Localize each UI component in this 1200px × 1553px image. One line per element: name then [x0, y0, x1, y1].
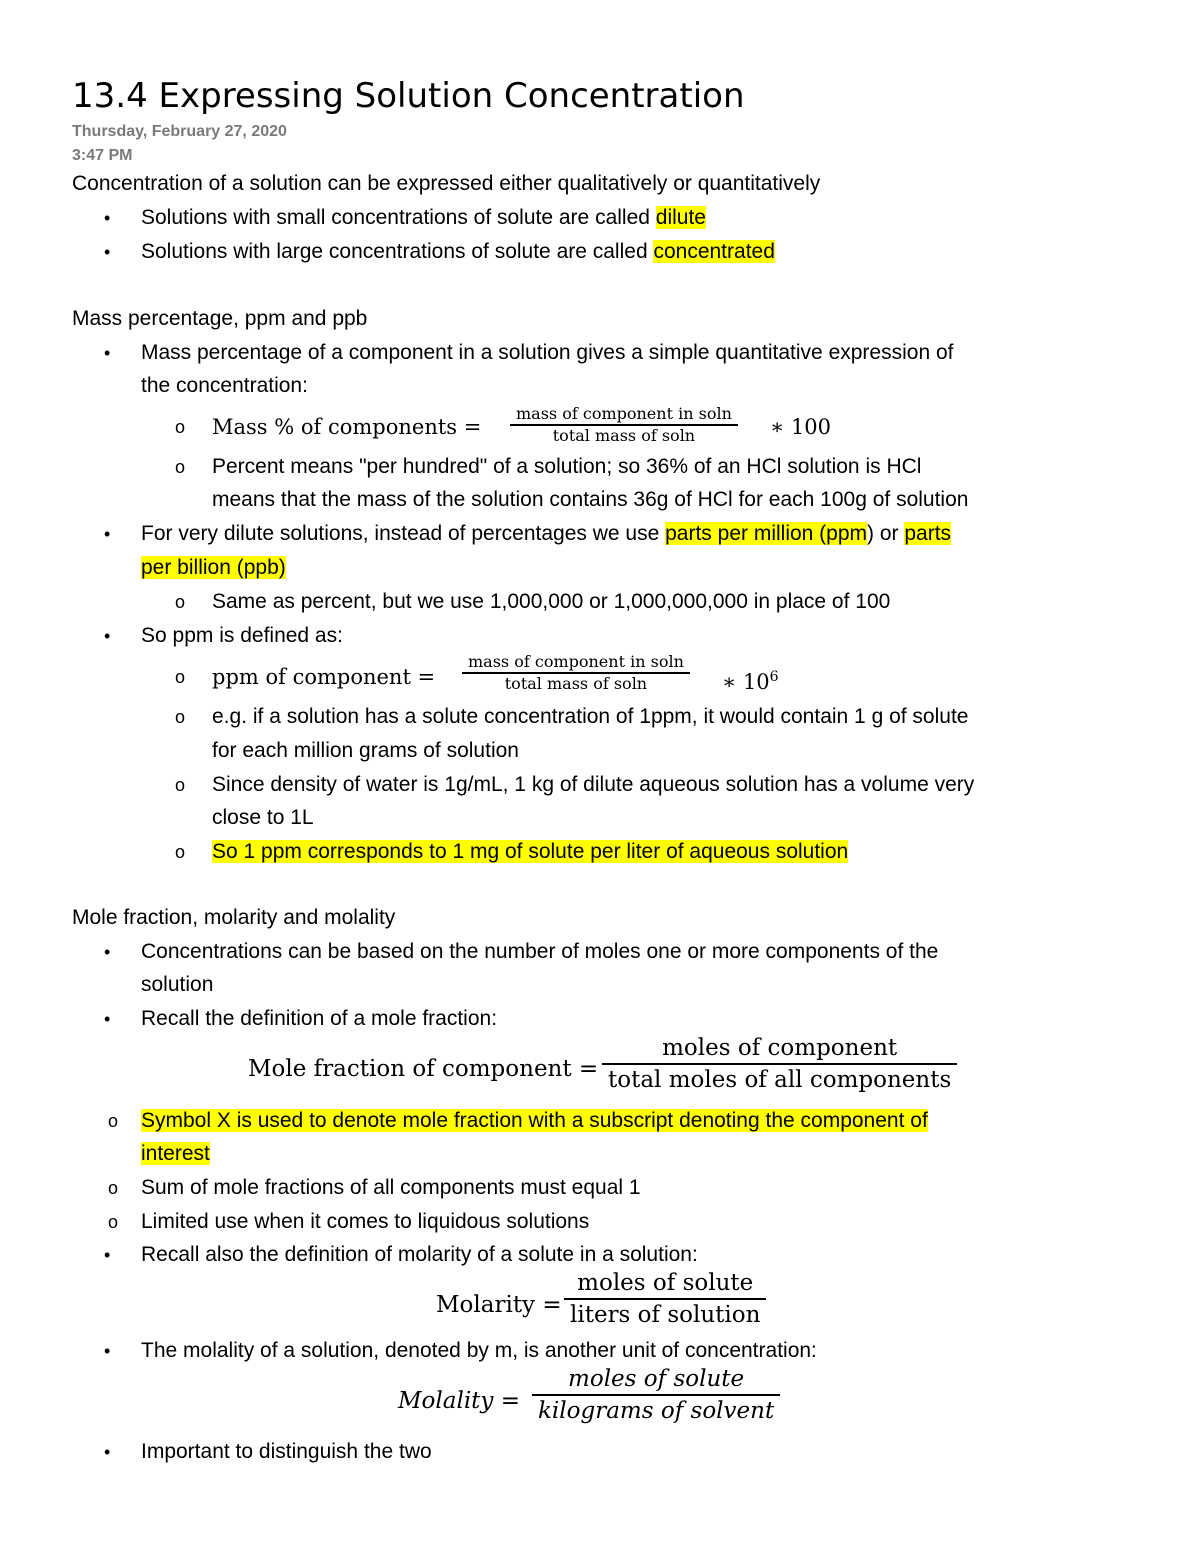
fraction-denominator: total mass of soln [552, 425, 696, 445]
ppm-definition-intro: So ppm is defined as: [141, 624, 343, 647]
highlight-dilute: dilute [655, 206, 706, 229]
fraction-numerator: moles of component [662, 1035, 898, 1061]
ppm-formula-rhs: ∗ $10^6$ [722, 669, 779, 694]
bullet-icon: • [104, 1009, 111, 1029]
bullet-icon: • [104, 942, 111, 962]
ppm-conclusion [212, 837, 848, 867]
ppm-example-line-2: for each million grams of solution [212, 739, 519, 762]
sub-bullet-icon: o [175, 707, 186, 727]
dilute-units-line-1: For very dilute solutions, instead of percentages we use parts per million (ppm) or parts [141, 522, 952, 545]
sub-bullet-icon: o [175, 417, 186, 437]
sub-bullet-icon: o [175, 667, 186, 687]
page-time: 3:47 PM [72, 147, 133, 164]
intro-paragraph: Concentration of a solution can be expressed either qualitatively or quantitatively [72, 172, 821, 195]
highlight-parts: parts [904, 522, 952, 545]
exponent: 6 [769, 669, 779, 685]
symbol-x-line-2 [141, 1139, 210, 1169]
fraction-denominator: liters of solution [570, 1302, 761, 1328]
highlight-interest: interest [141, 1142, 210, 1165]
page-date: Thursday, February 27, 2020 [72, 123, 287, 140]
fraction-numerator: mass of component in soln [468, 652, 684, 671]
ppm-formula-lhs: ppm of component = [212, 665, 436, 689]
mass-percent-lhs: Mass % of components = [212, 415, 482, 439]
moles-basis-line-1: Concentrations can be based on the number of moles one or more components of the [141, 940, 939, 963]
highlight-concentrated: concentrated [653, 240, 775, 263]
sum-mole-fractions-note: Sum of mole fractions of all components must equal 1 [141, 1176, 641, 1199]
fraction-numerator: moles of solute [568, 1366, 745, 1392]
mass-bullet-1-line-2: the concentration: [141, 374, 308, 397]
distinguish-note: Important to distinguish the two [141, 1440, 432, 1463]
limited-use-note: Limited use when it comes to liquidous solutions [141, 1210, 590, 1233]
sub-bullet-icon: o [108, 1212, 119, 1232]
intro-bullet-dilute: Solutions with small concentrations of solute are called dilute [141, 206, 706, 229]
mole-fraction-fraction [602, 1033, 957, 1095]
ppm-example-line-1: e.g. if a solution has a solute concentration of 1ppm, it would contain 1 g of solute [212, 705, 969, 728]
sub-bullet-icon: o [108, 1178, 119, 1198]
sub-bullet-icon: o [175, 775, 186, 795]
page-title: 13.4 Expressing Solution Concentration [72, 76, 745, 116]
density-note-line-1: Since density of water is 1g/mL, 1 kg of dilute aqueous solution has a volume very [212, 773, 975, 796]
mole-fraction-intro: Recall the definition of a mole fraction: [141, 1007, 498, 1030]
bullet-icon: • [104, 1245, 111, 1265]
molality-fraction [532, 1364, 780, 1426]
percent-note-line-1: Percent means "per hundred" of a solution; so 36% of an HCl solution is HCl [212, 455, 922, 478]
molarity-lhs: Molarity = [436, 1292, 562, 1318]
bullet-icon: • [104, 343, 111, 363]
molarity-intro: Recall also the definition of molarity of a solute in a solution: [141, 1243, 698, 1266]
fraction-denominator: kilograms of solvent [538, 1398, 775, 1424]
moles-basis-line-2: solution [141, 973, 214, 996]
ppm-fraction [462, 652, 690, 694]
bullet-icon: • [104, 1341, 111, 1361]
section-heading-mass: Mass percentage, ppm and ppb [72, 307, 368, 330]
bullet-icon: • [104, 626, 111, 646]
density-note-line-2: close to 1L [212, 806, 314, 829]
same-as-percent-note: Same as percent, but we use 1,000,000 or 1,000,000,000 in place of 100 [212, 590, 891, 613]
molality-lhs: Molality = [398, 1388, 520, 1414]
intro-bullet-concentrated: Solutions with large concentrations of solute are called concentrated [141, 240, 775, 263]
highlight-ppm-conclusion: So 1 ppm corresponds to 1 mg of solute per liter of aqueous solution [212, 840, 849, 863]
highlight-symbol-x: Symbol X is used to denote mole fraction with a subscript denoting the component of [141, 1109, 928, 1132]
molality-intro: The molality of a solution, denoted by m, is another unit of concentration: [141, 1339, 817, 1362]
sub-bullet-icon: o [108, 1111, 119, 1131]
section-heading-mole: Mole fraction, molarity and molality [72, 906, 396, 929]
mass-bullet-1-line-1: Mass percentage of a component in a solution gives a simple quantitative expression of [141, 341, 954, 364]
molarity-fraction [564, 1268, 766, 1330]
dilute-units-line-2 [141, 553, 286, 583]
sub-bullet-icon: o [175, 592, 186, 612]
mass-percent-rhs: ∗ 100 [770, 415, 832, 439]
highlight-ppm: parts per million (ppm [665, 522, 868, 545]
mole-fraction-lhs: Mole fraction of component = [248, 1056, 599, 1082]
fraction-denominator: total moles of all components [608, 1067, 952, 1093]
mass-percent-fraction [510, 404, 738, 446]
sub-bullet-icon: o [175, 457, 186, 477]
bullet-icon: • [104, 208, 111, 228]
bullet-icon: • [104, 1442, 111, 1462]
sub-bullet-icon: o [175, 842, 186, 862]
percent-note-line-2: means that the mass of the solution contains 36g of HCl for each 100g of solution [212, 488, 969, 511]
fraction-numerator: mass of component in soln [516, 404, 732, 423]
fraction-denominator: total mass of soln [504, 673, 648, 693]
fraction-numerator: moles of solute [577, 1270, 754, 1296]
highlight-ppb: per billion (ppb) [141, 556, 286, 579]
bullet-icon: • [104, 524, 111, 544]
bullet-icon: • [104, 242, 111, 262]
symbol-x-line-1 [141, 1106, 928, 1136]
